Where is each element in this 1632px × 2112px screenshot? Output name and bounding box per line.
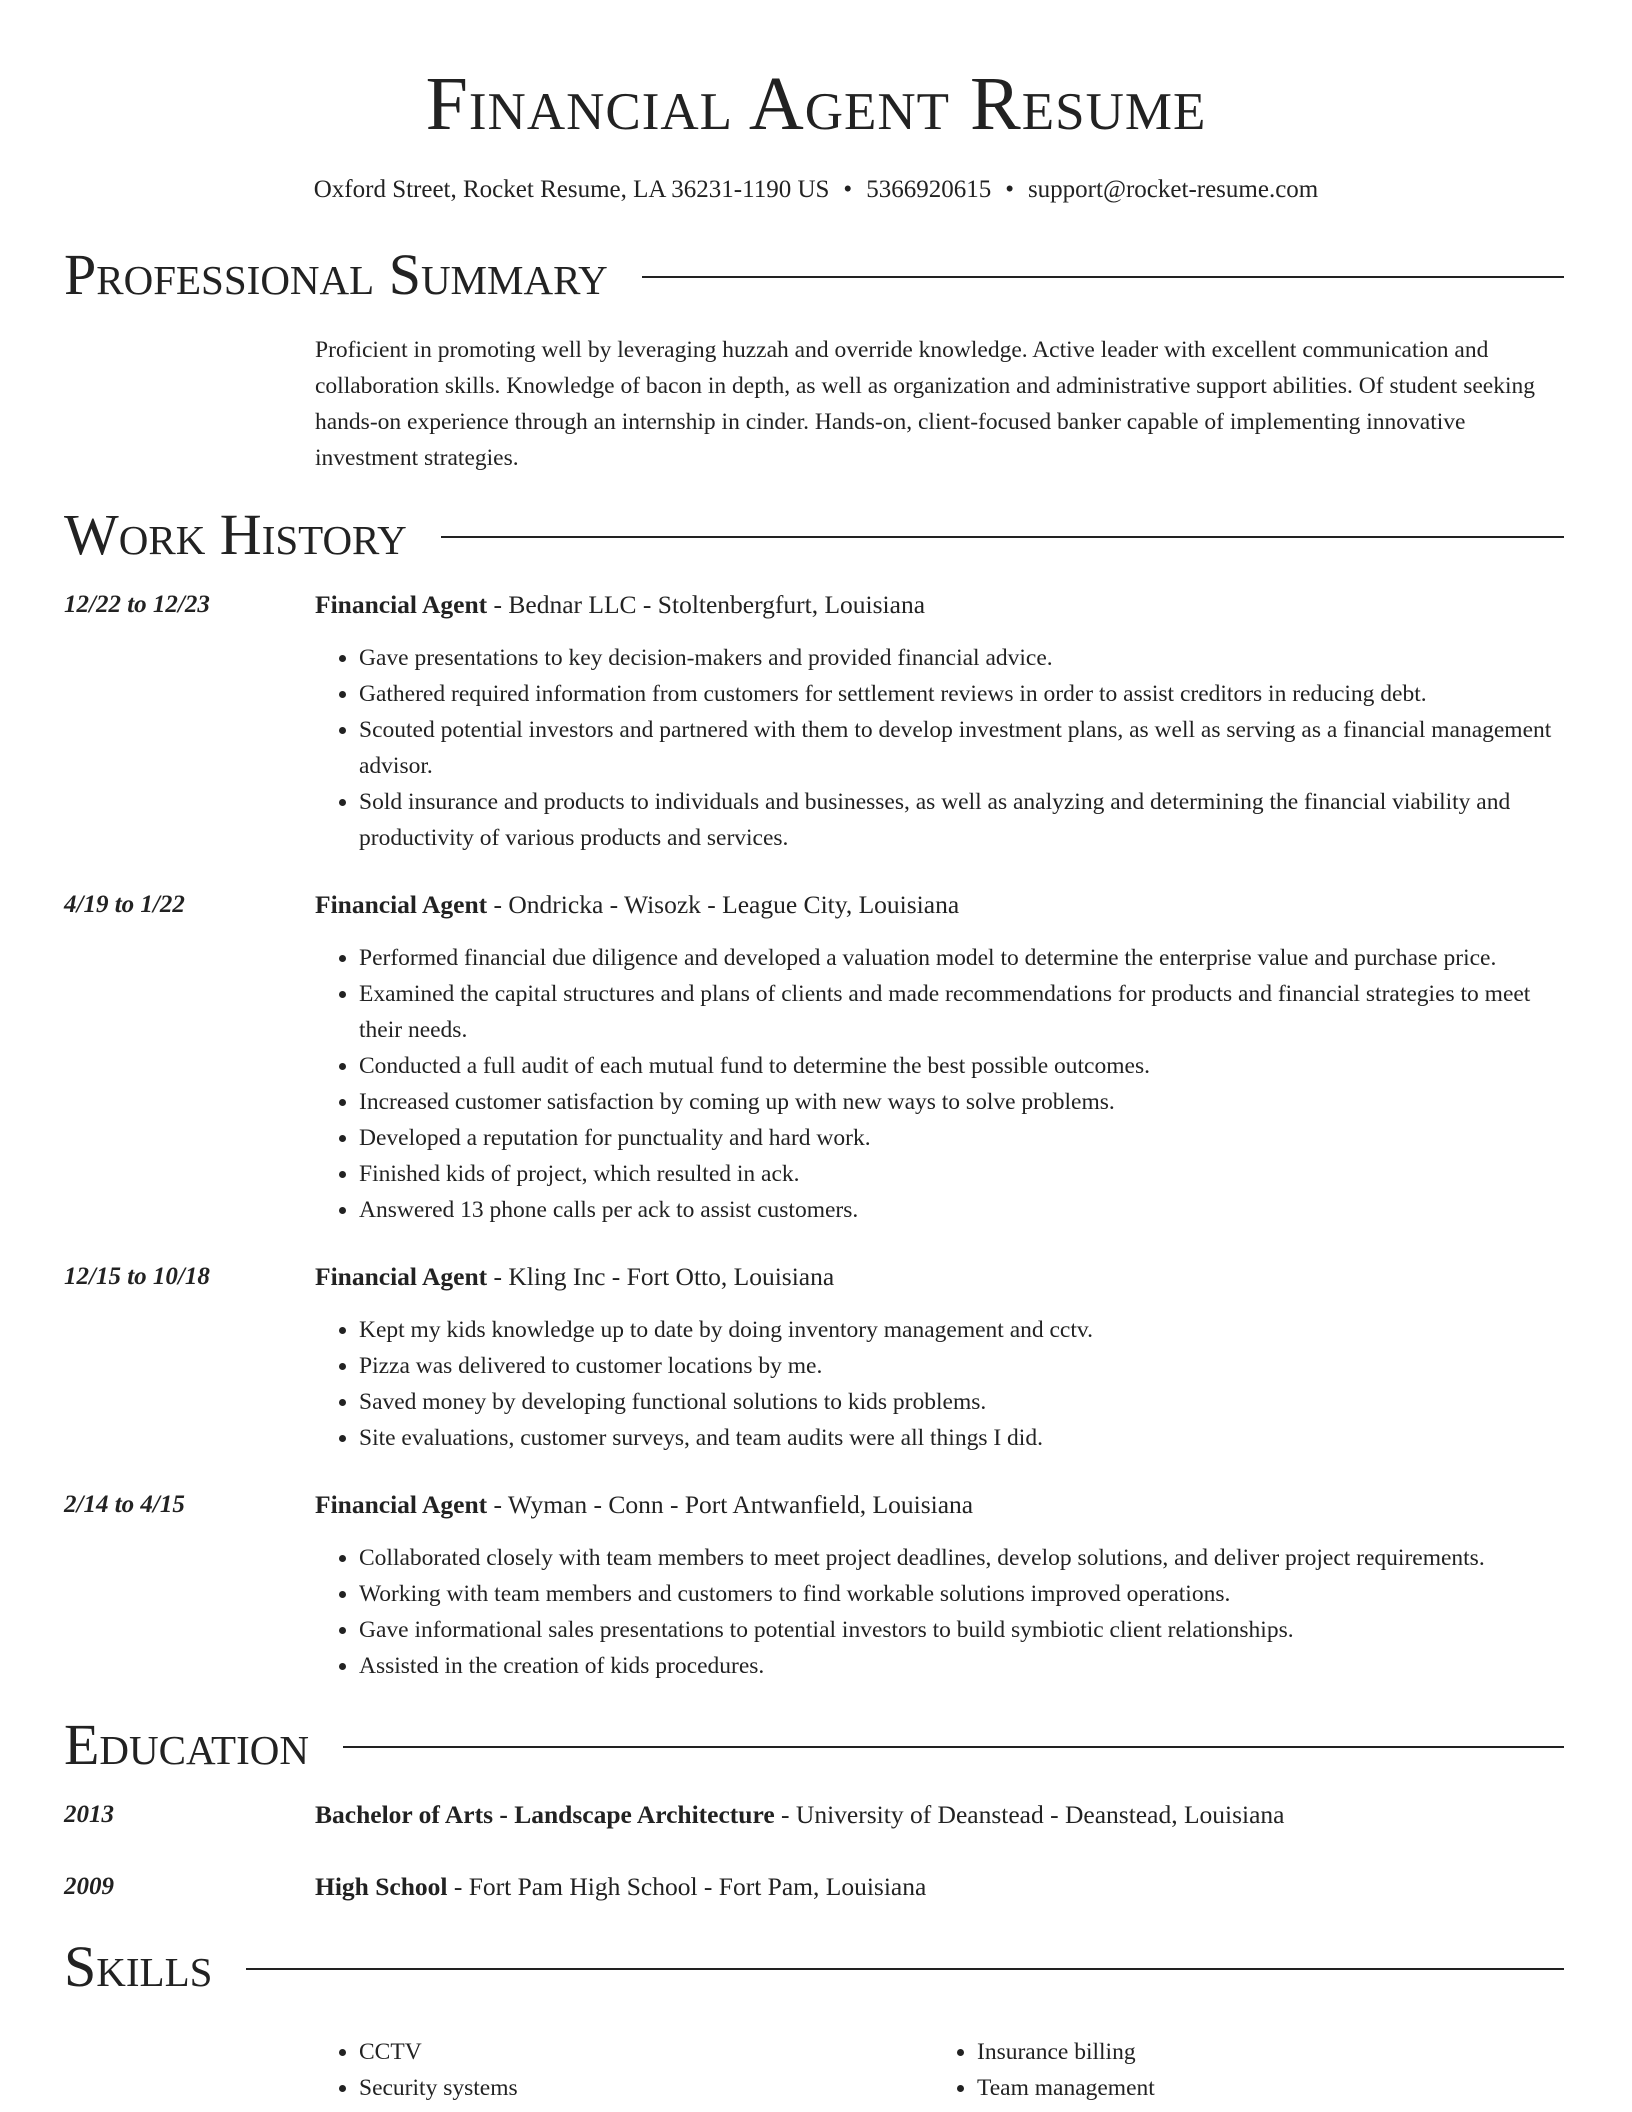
job-bullet: • Conducted a full audit of each mutual fund to determine the best possible outcomes. [359, 1048, 1564, 1084]
education-year: 2013 [64, 1801, 114, 1828]
job-bullet: • Increased customer satisfaction by coming up with new ways to solve problems. [359, 1084, 1564, 1120]
summary-text: Proficient in promoting well by leveraging huzzah and override knowledge. Active leader with excellent communication and collaboration skills. Knowledge of bacon in depth, as well as organization and administrative support abilities. Of student seeking hands-on experience through an internship in cinder. Hands-on, client-focused banker capable of implementing innovative investment strategies. [315, 337, 1535, 471]
job-bullets [315, 1312, 1564, 1456]
job-bullet: • Working with team members and customers to find workable solutions improved operations. [359, 1576, 1564, 1612]
job-details: - Ondricka - Wisozk - League City, Louisiana [487, 890, 960, 919]
skill-item: • CCTV [359, 2034, 933, 2070]
contact-phone: 5366920615 [866, 176, 992, 203]
job-bullets [315, 940, 1564, 1228]
job-bullet: • Developed a reputation for punctuality and hard work. [359, 1120, 1564, 1156]
contact-line [0, 174, 1632, 206]
job-entry [64, 1260, 1564, 1456]
job-title-line [315, 588, 1564, 622]
job-title: Financial Agent [315, 1262, 488, 1291]
job-bullet: • Saved money by developing functional solutions to kids problems. [359, 1384, 1564, 1420]
education-line [315, 1870, 1564, 1904]
skill-item: • Security systems [359, 2070, 933, 2106]
section-divider [343, 1746, 1564, 1748]
job-bullets [315, 1540, 1564, 1684]
job-details: - Bednar LLC - Stoltenbergfurt, Louisiana [487, 590, 926, 619]
skills-section-header [64, 1934, 1564, 2000]
education-details: - University of Deanstead - Deanstead, Louisiana [774, 1800, 1285, 1829]
section-divider [246, 1968, 1564, 1970]
job-title-line [315, 1488, 1564, 1522]
summary-heading: Professional Summary [64, 242, 608, 307]
job-bullet: • Sold insurance and products to individuals and businesses, as well as analyzing and determining the financial viability and productivity of various products and services. [359, 784, 1564, 856]
job-bullet: • Answered 13 phone calls per ack to assist customers. [359, 1192, 1564, 1228]
job-bullet: • Scouted potential investors and partnered with them to develop investment plans, as well as serving as a financial management advisor. [359, 712, 1564, 784]
skill-item: • Insurance billing [977, 2034, 1551, 2070]
education-section-header [64, 1712, 1564, 1778]
contact-address: Oxford Street, Rocket Resume, LA 36231-1190 US [313, 176, 830, 203]
job-dates: 4/19 to 1/22 [64, 891, 185, 918]
job-bullet: • Kept my kids knowledge up to date by doing inventory management and cctv. [359, 1312, 1564, 1348]
education-entry [64, 1870, 1564, 1904]
job-title: Financial Agent [315, 890, 488, 919]
job-entry [64, 588, 1564, 856]
job-bullet: • Pizza was delivered to customer locations by me. [359, 1348, 1564, 1384]
section-divider [642, 276, 1564, 278]
job-dates: 2/14 to 4/15 [64, 1491, 185, 1518]
skills-column-left [315, 2034, 933, 2106]
education-entry [64, 1798, 1564, 1832]
skills-column-right [933, 2034, 1551, 2106]
job-dates: 12/22 to 12/23 [64, 591, 210, 618]
job-title-line [315, 888, 1564, 922]
job-bullet: • Gathered required information from customers for settlement reviews in order to assist creditors in reducing debt. [359, 676, 1564, 712]
education-line [315, 1798, 1564, 1832]
education-year: 2009 [64, 1873, 114, 1900]
job-entry [64, 1488, 1564, 1684]
job-bullet: • Collaborated closely with team members to meet project deadlines, develop solutions, and deliver project requirements. [359, 1540, 1564, 1576]
job-bullet: • Assisted in the creation of kids procedures. [359, 1648, 1564, 1684]
summary-section-header [64, 242, 1564, 308]
education-degree: Bachelor of Arts - Landscape Architecture [315, 1800, 775, 1829]
contact-email: support@rocket-resume.com [1027, 176, 1319, 203]
work-section-header [64, 502, 1564, 568]
work-heading: Work History [64, 502, 407, 567]
skills-list [315, 2034, 1564, 2106]
contact-separator: • [1005, 176, 1014, 203]
job-title: Financial Agent [315, 1490, 488, 1519]
job-dates: 12/15 to 10/18 [64, 1263, 210, 1290]
job-bullet: • Performed financial due diligence and developed a valuation model to determine the enterprise value and purchase price. [359, 940, 1564, 976]
section-divider [441, 536, 1564, 538]
contact-separator: • [843, 176, 853, 203]
job-bullet: • Gave informational sales presentations to potential investors to build symbiotic client relationships. [359, 1612, 1564, 1648]
job-bullet: • Examined the capital structures and plans of clients and made recommendations for products and financial strategies to meet their needs. [359, 976, 1564, 1048]
education-degree: High School [315, 1872, 448, 1901]
education-details: - Fort Pam High School - Fort Pam, Louisiana [447, 1872, 927, 1901]
job-details: - Kling Inc - Fort Otto, Louisiana [487, 1262, 835, 1291]
skills-heading: Skills [64, 1934, 213, 1999]
resume-title: Financial Agent Resume [425, 62, 1207, 146]
job-entry [64, 888, 1564, 1228]
job-bullet: • Site evaluations, customer surveys, and team audits were all things I did. [359, 1420, 1564, 1456]
job-title: Financial Agent [315, 590, 488, 619]
job-title-line [315, 1260, 1564, 1294]
skill-item: • Team management [977, 2070, 1551, 2106]
education-heading: Education [64, 1712, 309, 1777]
job-details: - Wyman - Conn - Port Antwanfield, Louisiana [487, 1490, 974, 1519]
job-bullets [315, 640, 1564, 856]
job-bullet: • Gave presentations to key decision-makers and provided financial advice. [359, 640, 1564, 676]
job-bullet: • Finished kids of project, which resulted in ack. [359, 1156, 1564, 1192]
